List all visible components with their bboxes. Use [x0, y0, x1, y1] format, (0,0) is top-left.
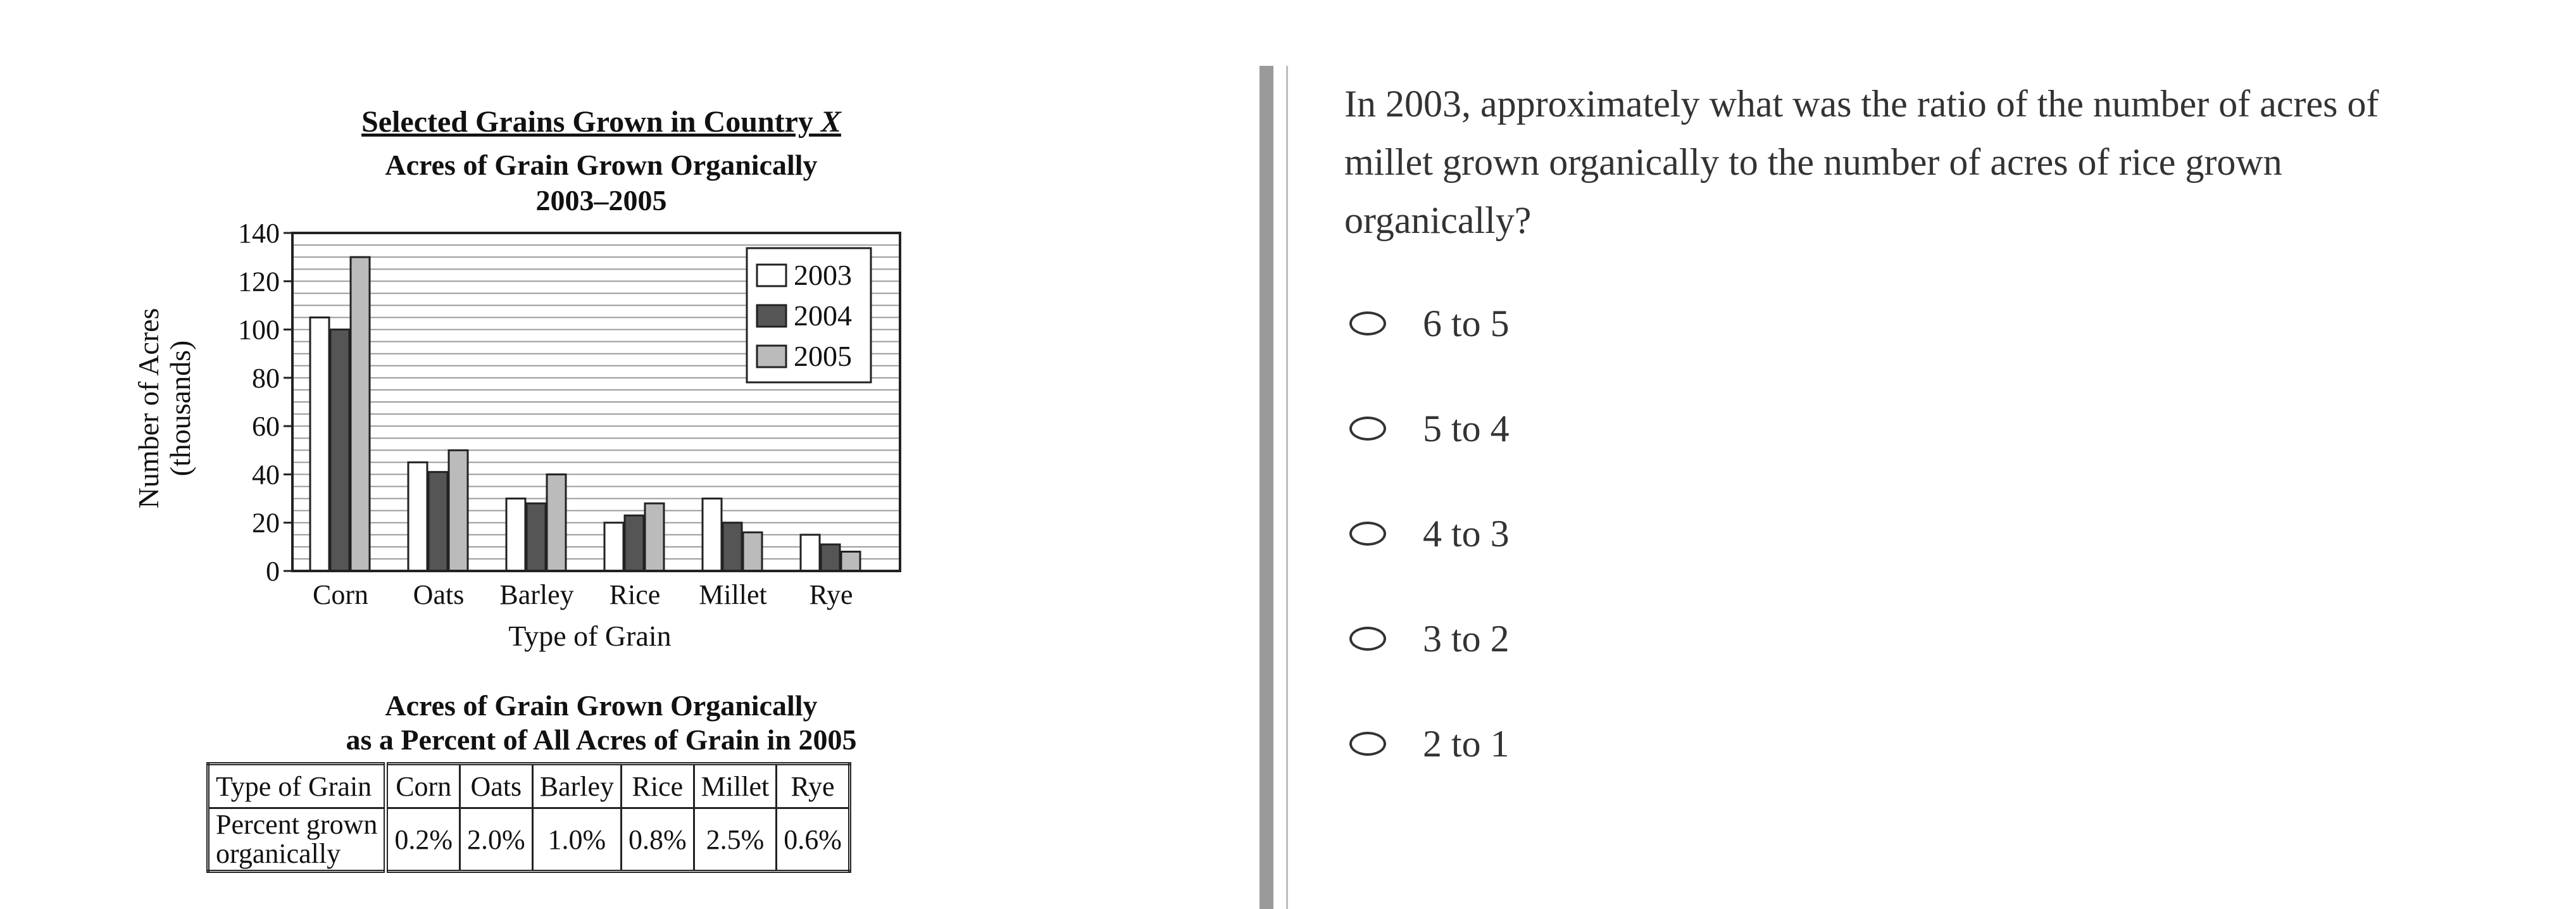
legend-swatch-2003 [757, 265, 786, 286]
table-col-barley: Barley [532, 764, 621, 808]
x-tick-label: Millet [699, 579, 767, 610]
table-title [203, 689, 1000, 757]
x-tick-label: Oats [413, 579, 465, 610]
chart-subtitle: Acres of Grain Grown Organically [385, 149, 818, 181]
table-title-line2: as a Percent of All Acres of Grain in 2005 [346, 724, 857, 756]
table-row-label-line1: Percent grown [216, 809, 378, 840]
bar-rice-2004 [625, 515, 644, 571]
answer-option[interactable] [1349, 505, 1510, 562]
panel-divider[interactable] [1260, 66, 1273, 909]
y-axis-label-line1: Number of Acres [132, 308, 165, 509]
bar-oats-2005 [449, 450, 468, 571]
y-tick-label: 100 [238, 314, 280, 346]
radio-button[interactable] [1349, 522, 1386, 546]
bar-corn-2005 [351, 257, 370, 571]
table-col-oats: Oats [460, 764, 533, 808]
x-tick-label: Corn [313, 579, 368, 610]
bar-millet-2005 [743, 532, 762, 571]
bar-oats-2003 [408, 462, 427, 571]
x-tick-label: Barley [499, 579, 574, 610]
y-axis-label [132, 308, 196, 509]
table-col-rice: Rice [621, 764, 694, 808]
chart-title [361, 105, 842, 139]
table-value-millet: 2.5% [694, 808, 777, 872]
bar-rye-2003 [801, 535, 820, 571]
legend-label-2003: 2003 [794, 259, 852, 291]
radio-button[interactable] [1349, 627, 1386, 651]
chart-title-country: X [820, 105, 841, 139]
bar-corn-2004 [330, 330, 349, 571]
y-tick-label: 40 [252, 459, 280, 491]
table-value-row [208, 808, 850, 872]
answer-option[interactable] [1349, 715, 1510, 772]
chart-subtitle-years: 2003–2005 [535, 184, 667, 216]
chart-title-main: Selected Grains Grown in Country [361, 105, 821, 139]
radio-button[interactable] [1349, 417, 1386, 441]
y-tick-label: 20 [252, 507, 280, 539]
answer-option[interactable] [1349, 295, 1510, 352]
table-value-corn: 0.2% [386, 808, 460, 872]
bar-barley-2004 [527, 503, 546, 571]
legend-swatch-2004 [757, 305, 786, 327]
table-col-corn: Corn [386, 764, 460, 808]
bar-rice-2005 [645, 503, 664, 571]
bar-rye-2005 [841, 551, 860, 571]
table-value-barley: 1.0% [532, 808, 621, 872]
answer-option-label[interactable]: 5 to 4 [1423, 407, 1510, 449]
y-tick-label: 120 [238, 266, 280, 298]
bar-millet-2003 [703, 499, 722, 571]
x-tick-label: Rice [609, 579, 661, 610]
legend-label-2004: 2004 [794, 299, 852, 332]
table-col-millet: Millet [694, 764, 777, 808]
y-tick-label: 80 [252, 362, 280, 394]
radio-button[interactable] [1349, 732, 1386, 756]
table-row-label-line2: organically [216, 838, 341, 869]
chart-legend [747, 248, 871, 382]
panel-divider-line [1286, 66, 1288, 909]
x-axis-ticks [313, 579, 853, 610]
table-header-row [208, 764, 850, 808]
answer-option[interactable] [1349, 400, 1510, 457]
bar-millet-2004 [723, 523, 742, 571]
answer-option[interactable] [1349, 610, 1510, 667]
table-col-rye: Rye [777, 764, 850, 808]
y-tick-label: 60 [252, 411, 280, 442]
radio-button[interactable] [1349, 311, 1386, 335]
y-axis-label-line2: (thousands) [164, 340, 196, 477]
bar-corn-2003 [310, 318, 329, 572]
bar-rice-2003 [604, 523, 623, 571]
table-value-rye: 0.6% [777, 808, 850, 872]
table-title-line1: Acres of Grain Grown Organically [385, 689, 818, 722]
bar-oats-2004 [428, 472, 447, 571]
answer-option-label[interactable]: 6 to 5 [1423, 302, 1510, 344]
bar-rye-2004 [821, 544, 840, 571]
y-tick-label: 0 [266, 556, 280, 587]
table-value-rice: 0.8% [621, 808, 694, 872]
question-text: In 2003, approximately what was the ratio of the number of acres of millet grown organically to the number of acres of rice grown organically? [1344, 83, 2379, 241]
percent-table [206, 762, 851, 873]
bar-chart [127, 95, 1089, 665]
y-axis-ticks [238, 218, 292, 587]
answer-option-label[interactable]: 2 to 1 [1423, 722, 1510, 765]
legend-swatch-2005 [757, 346, 786, 367]
bar-barley-2003 [506, 499, 525, 571]
table-value-oats: 2.0% [460, 808, 533, 872]
answer-option-label[interactable]: 3 to 2 [1423, 617, 1510, 660]
legend-label-2005: 2005 [794, 340, 852, 372]
table-header-label: Type of Grain [208, 764, 386, 808]
stimulus-panel [0, 0, 1260, 909]
x-axis-label: Type of Grain [508, 620, 672, 652]
y-tick-label: 140 [238, 218, 280, 249]
bar-barley-2005 [547, 474, 566, 571]
x-tick-label: Rye [809, 579, 853, 610]
table-row-label [208, 808, 386, 872]
answer-option-label[interactable]: 4 to 3 [1423, 512, 1510, 555]
